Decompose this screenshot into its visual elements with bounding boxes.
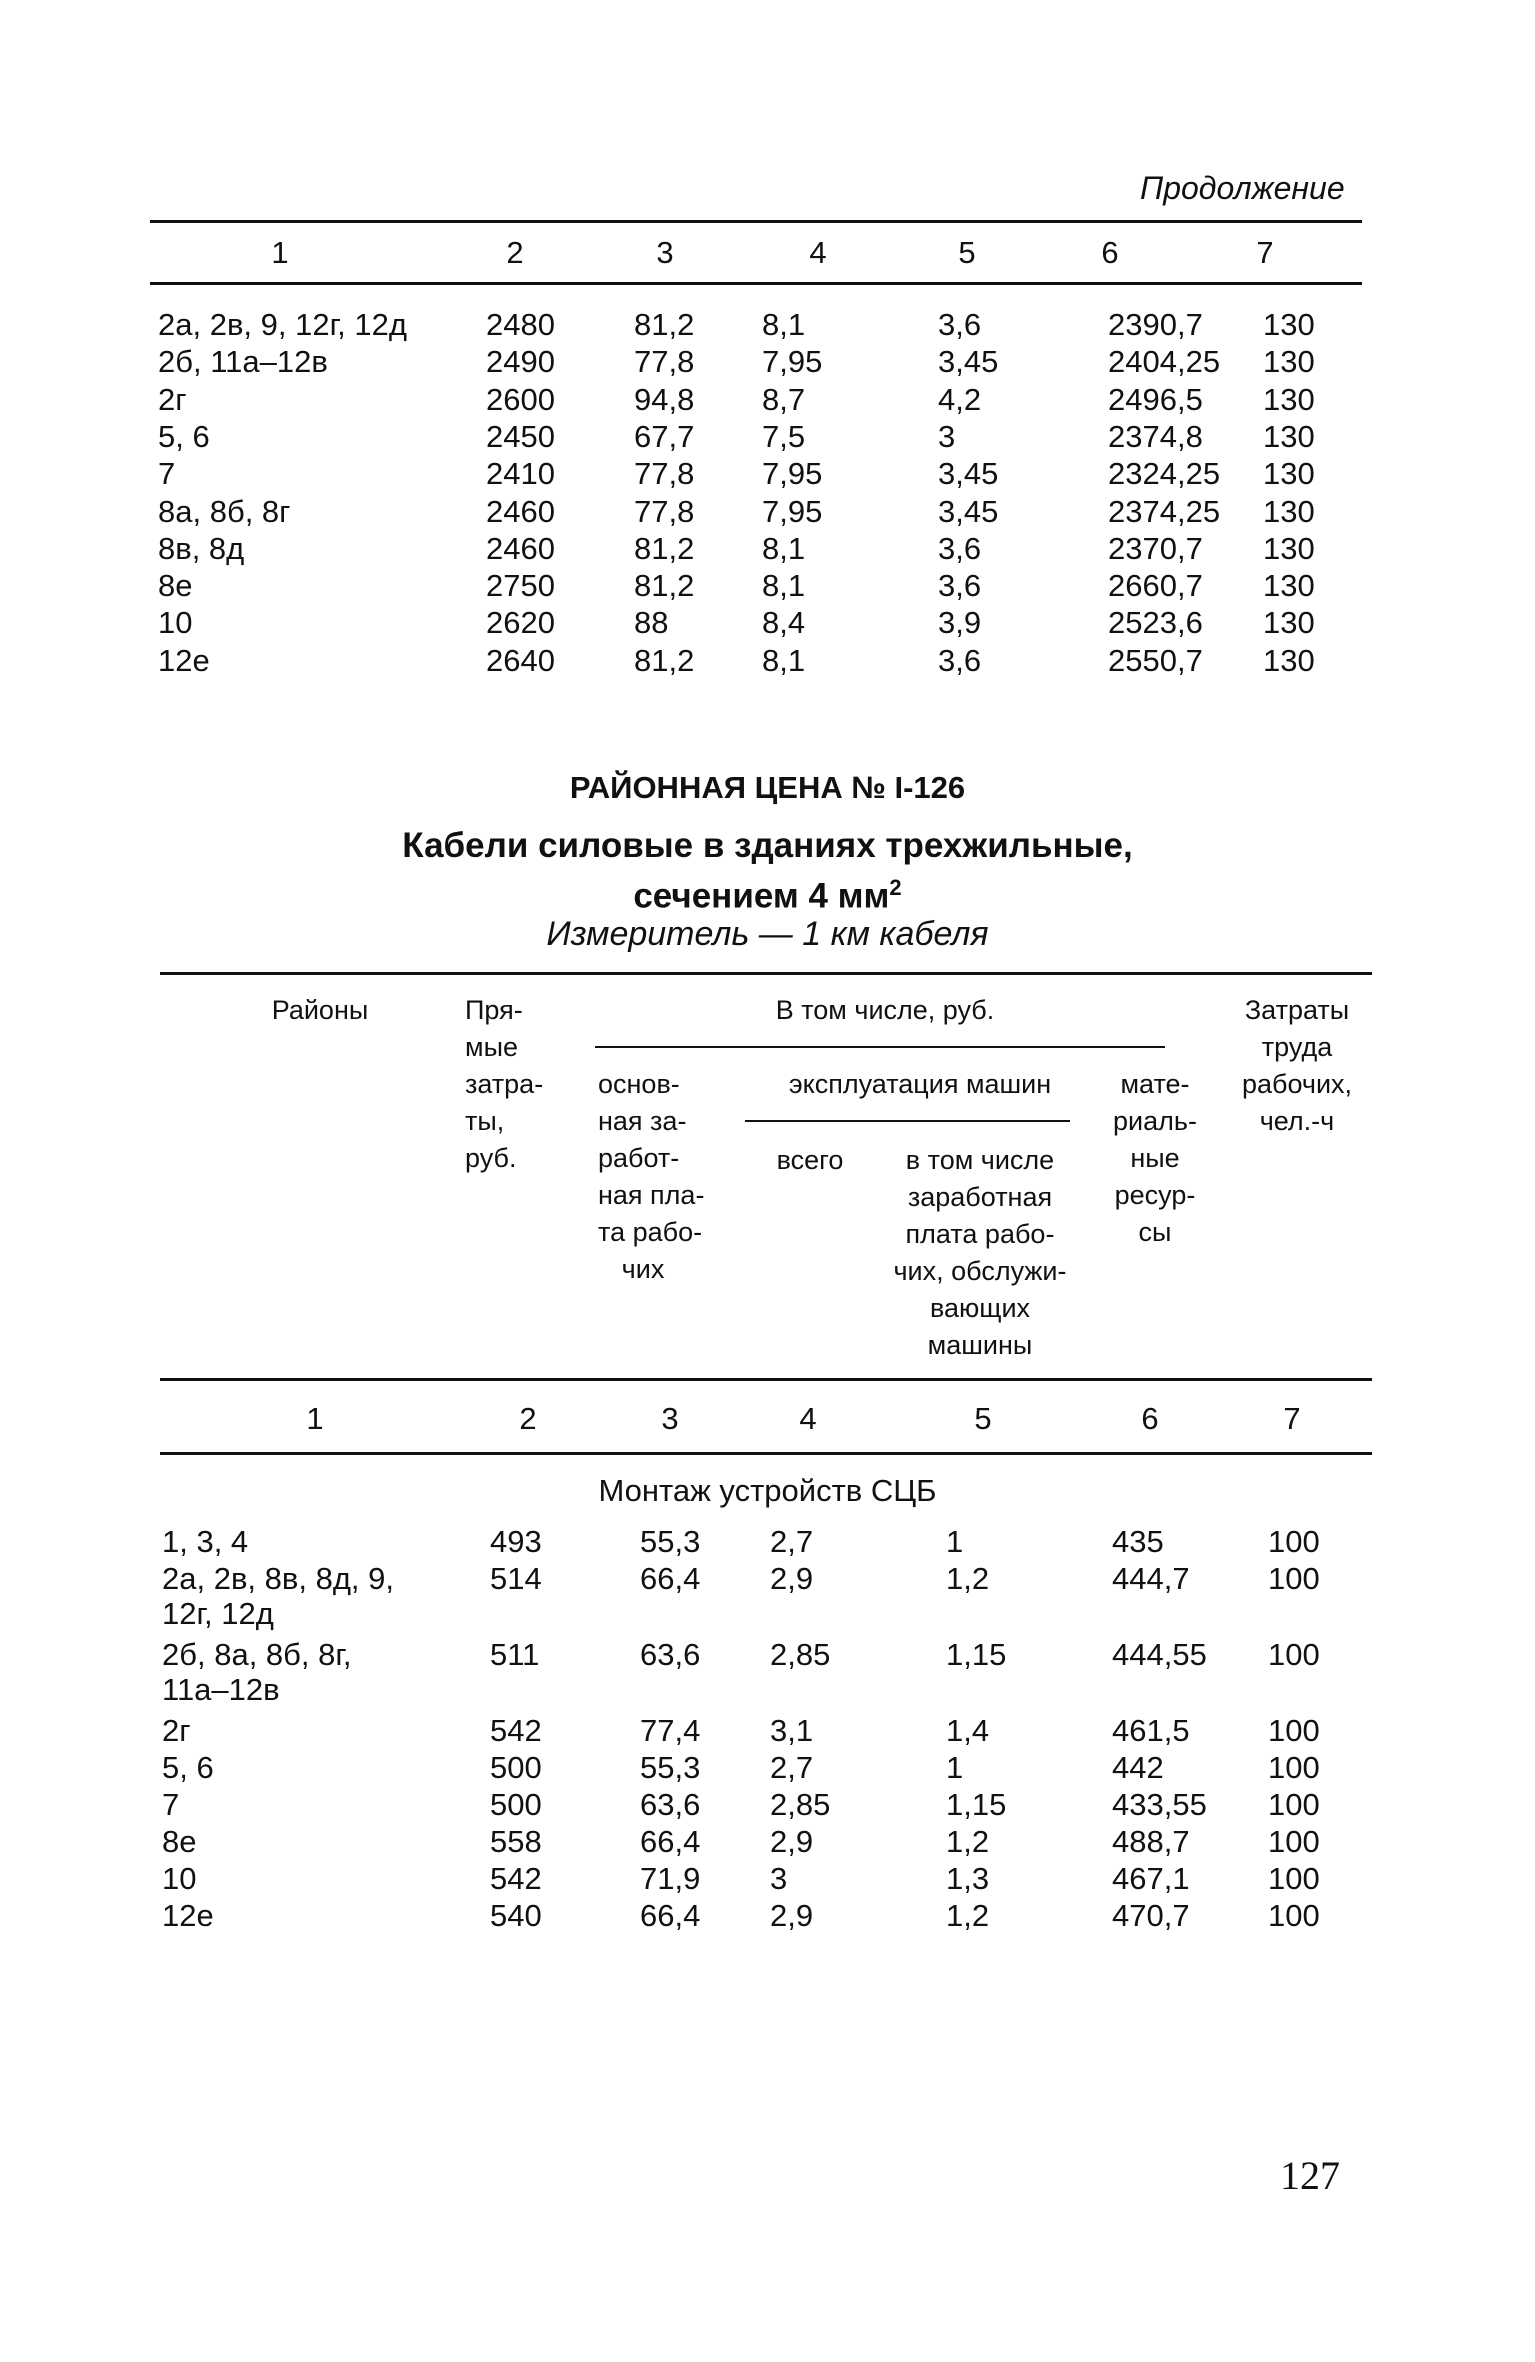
header-line: машины xyxy=(927,1330,1033,1360)
value-cell: 71,9 xyxy=(640,1861,701,1896)
top-table-rule xyxy=(150,282,1362,285)
value-cell: 3,6 xyxy=(938,530,982,566)
header-line: заработная xyxy=(907,1182,1053,1212)
col-number: 2 xyxy=(519,1401,537,1436)
subsection-title: Монтаж устройств СЦБ xyxy=(598,1473,937,1508)
value-cell: 77,8 xyxy=(634,456,695,492)
region-cell: 2а, 2в, 8в, 8д, 9, xyxy=(162,1561,394,1596)
value-cell: 100 xyxy=(1268,1824,1320,1859)
header-line: мые xyxy=(465,1032,518,1062)
header-line: ты, xyxy=(465,1106,505,1136)
measure-unit: Измеритель — 1 км кабеля xyxy=(546,915,989,953)
value-cell: 2,9 xyxy=(770,1898,814,1933)
region-cell: 8е xyxy=(158,568,193,604)
value-cell: 7,95 xyxy=(762,456,823,492)
header-line: ная за- xyxy=(598,1106,687,1136)
bottom-table-rule xyxy=(160,1378,1372,1381)
value-cell: 493 xyxy=(490,1524,542,1559)
value-cell: 2370,7 xyxy=(1108,530,1203,566)
table-row xyxy=(0,530,1535,567)
value-cell: 511 xyxy=(490,1637,540,1672)
region-cell: 12г, 12д xyxy=(162,1596,274,1631)
value-cell: 2640 xyxy=(486,642,555,678)
value-cell: 130 xyxy=(1263,307,1315,342)
value-cell: 2496,5 xyxy=(1108,381,1203,417)
col-number: 5 xyxy=(974,1401,992,1436)
value-cell: 67,7 xyxy=(634,418,695,454)
col-number: 5 xyxy=(958,235,976,270)
value-cell: 66,4 xyxy=(640,1824,701,1859)
header-line: Пря- xyxy=(465,995,523,1025)
table-row xyxy=(0,455,1535,492)
section-title-line2 xyxy=(0,866,1535,919)
value-cell: 2750 xyxy=(486,568,555,604)
value-cell: 2490 xyxy=(486,344,555,380)
value-cell: 2374,8 xyxy=(1108,418,1203,454)
header-regions: Районы xyxy=(271,995,369,1025)
table-row xyxy=(0,306,1535,343)
region-cell: 12е xyxy=(158,642,210,678)
value-cell: 77,4 xyxy=(640,1713,701,1748)
value-cell: 1 xyxy=(946,1524,964,1559)
value-cell: 3,6 xyxy=(938,642,982,678)
continuation-label: Продолжение xyxy=(1140,170,1345,206)
table-row xyxy=(0,493,1535,530)
region-cell: 5, 6 xyxy=(162,1750,214,1785)
value-cell: 1,2 xyxy=(946,1898,990,1933)
header-line: мате- xyxy=(1120,1069,1190,1099)
section-title-line1: Кабели силовые в зданиях трехжильные, xyxy=(402,826,1133,865)
value-cell: 435 xyxy=(1112,1524,1164,1559)
value-cell: 2,7 xyxy=(770,1524,814,1559)
table-row xyxy=(0,1636,1535,1706)
value-cell: 130 xyxy=(1263,381,1315,417)
value-cell: 7,95 xyxy=(762,493,823,529)
value-cell: 130 xyxy=(1263,456,1315,492)
header-direct-costs xyxy=(465,992,575,1177)
value-cell: 1,3 xyxy=(946,1861,990,1896)
region-cell: 2г xyxy=(158,381,187,417)
value-cell: 8,7 xyxy=(762,381,806,417)
region-cell: 2б, 8а, 8б, 8г, xyxy=(162,1637,352,1672)
value-cell: 2,85 xyxy=(770,1787,831,1822)
table-row xyxy=(0,1823,1535,1858)
header-including-rule xyxy=(595,1046,1165,1048)
region-cell: 2а, 2в, 9, 12г, 12д xyxy=(158,307,407,342)
value-cell: 3,6 xyxy=(938,307,982,342)
value-cell: 100 xyxy=(1268,1898,1320,1933)
value-cell: 442 xyxy=(1112,1750,1164,1785)
value-cell: 130 xyxy=(1263,344,1315,380)
value-cell: 2450 xyxy=(486,418,555,454)
table-row xyxy=(0,567,1535,604)
value-cell: 540 xyxy=(490,1898,542,1933)
value-cell: 130 xyxy=(1263,605,1315,641)
value-cell: 100 xyxy=(1268,1787,1320,1822)
value-cell: 8,1 xyxy=(762,568,806,604)
section-title-superscript: 2 xyxy=(889,875,902,900)
value-cell: 2404,25 xyxy=(1108,344,1221,380)
header-line: вающих xyxy=(929,1293,1031,1323)
value-cell: 100 xyxy=(1268,1713,1320,1748)
region-cell: 1, 3, 4 xyxy=(162,1524,249,1559)
value-cell: 444,55 xyxy=(1112,1637,1207,1672)
value-cell: 470,7 xyxy=(1112,1898,1190,1933)
header-machine-ops-rule xyxy=(745,1120,1070,1122)
header-line: чих, обслужи- xyxy=(893,1256,1067,1286)
table-row xyxy=(0,1560,1535,1630)
value-cell: 63,6 xyxy=(640,1637,701,1672)
col-number: 6 xyxy=(1101,235,1119,270)
value-cell: 8,1 xyxy=(762,307,806,342)
value-cell: 55,3 xyxy=(640,1524,701,1559)
value-cell: 488,7 xyxy=(1112,1824,1190,1859)
region-cell: 2г xyxy=(162,1713,191,1748)
header-incl-wage xyxy=(865,1142,1095,1364)
col-number: 3 xyxy=(656,235,674,270)
value-cell: 77,8 xyxy=(634,344,695,380)
value-cell: 2410 xyxy=(486,456,555,492)
table-row xyxy=(0,343,1535,380)
value-cell: 2523,6 xyxy=(1108,605,1203,641)
value-cell: 63,6 xyxy=(640,1787,701,1822)
value-cell: 542 xyxy=(490,1713,542,1748)
value-cell: 77,8 xyxy=(634,493,695,529)
header-line: рабочих, xyxy=(1241,1069,1353,1099)
header-line: ресур- xyxy=(1114,1180,1196,1210)
header-line: ные xyxy=(1130,1143,1180,1173)
value-cell: 2390,7 xyxy=(1108,307,1203,342)
value-cell: 3,45 xyxy=(938,344,999,380)
value-cell: 542 xyxy=(490,1861,542,1896)
value-cell: 2620 xyxy=(486,605,555,641)
value-cell: 8,4 xyxy=(762,605,806,641)
value-cell: 558 xyxy=(490,1824,542,1859)
header-line: чел.-ч xyxy=(1259,1106,1335,1136)
value-cell: 7,5 xyxy=(762,418,806,454)
header-line: чих xyxy=(621,1254,665,1284)
value-cell: 1,2 xyxy=(946,1561,990,1596)
header-line: основ- xyxy=(598,1069,680,1099)
value-cell: 130 xyxy=(1263,642,1315,678)
value-cell: 100 xyxy=(1268,1561,1320,1596)
value-cell: 461,5 xyxy=(1112,1713,1190,1748)
value-cell: 130 xyxy=(1263,418,1315,454)
value-cell: 2480 xyxy=(486,307,555,342)
value-cell: 2550,7 xyxy=(1108,642,1203,678)
region-cell: 8в, 8д xyxy=(158,530,245,566)
table-row xyxy=(0,1523,1535,1558)
col-number: 1 xyxy=(306,1401,324,1436)
header-materials xyxy=(1100,1066,1210,1251)
header-line: труда xyxy=(1261,1032,1333,1062)
value-cell: 2460 xyxy=(486,530,555,566)
value-cell: 514 xyxy=(490,1561,542,1596)
price-heading: РАЙОННАЯ ЦЕНА № I-126 xyxy=(569,770,966,805)
header-line: та рабо- xyxy=(598,1217,703,1247)
table-row xyxy=(0,642,1535,679)
value-cell: 130 xyxy=(1263,530,1315,566)
value-cell: 2,85 xyxy=(770,1637,831,1672)
value-cell: 81,2 xyxy=(634,568,695,604)
header-line: в том числе xyxy=(905,1145,1055,1175)
value-cell: 2324,25 xyxy=(1108,456,1221,492)
value-cell: 100 xyxy=(1268,1524,1320,1559)
value-cell: 1,15 xyxy=(946,1637,1007,1672)
col-number: 4 xyxy=(799,1401,817,1436)
value-cell: 100 xyxy=(1268,1750,1320,1785)
col-number: 2 xyxy=(506,235,524,270)
value-cell: 1 xyxy=(946,1750,964,1785)
value-cell: 2374,25 xyxy=(1108,493,1221,529)
value-cell: 130 xyxy=(1263,568,1315,604)
value-cell: 66,4 xyxy=(640,1898,701,1933)
col-number: 1 xyxy=(271,235,289,270)
region-cell: 8е xyxy=(162,1824,197,1859)
value-cell: 1,15 xyxy=(946,1787,1007,1822)
header-machine-ops: эксплуатация машин xyxy=(788,1069,1052,1099)
value-cell: 81,2 xyxy=(634,642,695,678)
table-row xyxy=(0,1749,1535,1784)
table-row xyxy=(0,1712,1535,1747)
region-cell: 5, 6 xyxy=(158,418,210,454)
value-cell: 3,6 xyxy=(938,568,982,604)
value-cell: 2600 xyxy=(486,381,555,417)
table-row xyxy=(0,381,1535,418)
value-cell: 3 xyxy=(938,418,956,454)
value-cell: 100 xyxy=(1268,1861,1320,1896)
header-line: плата рабо- xyxy=(905,1219,1055,1249)
bottom-table-rule xyxy=(160,972,1372,975)
table-row xyxy=(0,1860,1535,1895)
value-cell: 130 xyxy=(1263,493,1315,529)
header-base-wage xyxy=(598,1066,743,1288)
bottom-table-rule xyxy=(160,1452,1372,1455)
value-cell: 3,1 xyxy=(770,1713,814,1748)
value-cell: 4,2 xyxy=(938,381,982,417)
value-cell: 2460 xyxy=(486,493,555,529)
value-cell: 1,4 xyxy=(946,1713,990,1748)
value-cell: 2660,7 xyxy=(1108,568,1203,604)
section-title-text: сечением 4 мм xyxy=(633,876,890,916)
value-cell: 2,9 xyxy=(770,1824,814,1859)
value-cell: 1,2 xyxy=(946,1824,990,1859)
value-cell: 467,1 xyxy=(1112,1861,1190,1896)
table-row xyxy=(0,1897,1535,1932)
col-number: 6 xyxy=(1141,1401,1159,1436)
value-cell: 81,2 xyxy=(634,307,695,342)
col-number: 4 xyxy=(809,235,827,270)
header-labor xyxy=(1222,992,1372,1140)
value-cell: 3,45 xyxy=(938,456,999,492)
header-line: сы xyxy=(1138,1217,1172,1247)
region-cell: 10 xyxy=(162,1861,197,1896)
value-cell: 2,7 xyxy=(770,1750,814,1785)
value-cell: 444,7 xyxy=(1112,1561,1190,1596)
region-cell: 2б, 11а–12в xyxy=(158,344,328,380)
col-number: 3 xyxy=(661,1401,679,1436)
value-cell: 100 xyxy=(1268,1637,1320,1672)
region-cell: 10 xyxy=(158,605,193,641)
value-cell: 433,55 xyxy=(1112,1787,1207,1822)
header-line: работ- xyxy=(598,1143,680,1173)
value-cell: 3 xyxy=(770,1861,788,1896)
col-number: 7 xyxy=(1256,235,1274,270)
value-cell: 500 xyxy=(490,1750,542,1785)
value-cell: 81,2 xyxy=(634,530,695,566)
value-cell: 88 xyxy=(634,605,669,641)
value-cell: 7,95 xyxy=(762,344,823,380)
region-cell: 7 xyxy=(162,1787,180,1822)
region-cell: 12е xyxy=(162,1898,214,1933)
region-cell: 8а, 8б, 8г xyxy=(158,493,291,529)
header-line: риаль- xyxy=(1113,1106,1197,1136)
value-cell: 8,1 xyxy=(762,530,806,566)
header-line: ная пла- xyxy=(598,1180,705,1210)
value-cell: 8,1 xyxy=(762,642,806,678)
value-cell: 3,9 xyxy=(938,605,982,641)
table-row xyxy=(0,418,1535,455)
table-row xyxy=(0,604,1535,641)
value-cell: 94,8 xyxy=(634,381,695,417)
col-number: 7 xyxy=(1283,1401,1301,1436)
top-table-rule xyxy=(150,220,1362,223)
header-line: затра- xyxy=(465,1069,544,1099)
value-cell: 2,9 xyxy=(770,1561,814,1596)
region-cell: 7 xyxy=(158,456,176,492)
table-row xyxy=(0,1786,1535,1821)
region-cell: 11а–12в xyxy=(162,1672,280,1707)
value-cell: 500 xyxy=(490,1787,542,1822)
value-cell: 3,45 xyxy=(938,493,999,529)
header-line: Затраты xyxy=(1244,995,1350,1025)
header-including: В том числе, руб. xyxy=(775,995,995,1025)
page-number: 127 xyxy=(1280,2153,1340,2198)
header-line: руб. xyxy=(465,1143,517,1173)
header-total: всего xyxy=(776,1145,844,1175)
value-cell: 66,4 xyxy=(640,1561,701,1596)
value-cell: 55,3 xyxy=(640,1750,701,1785)
